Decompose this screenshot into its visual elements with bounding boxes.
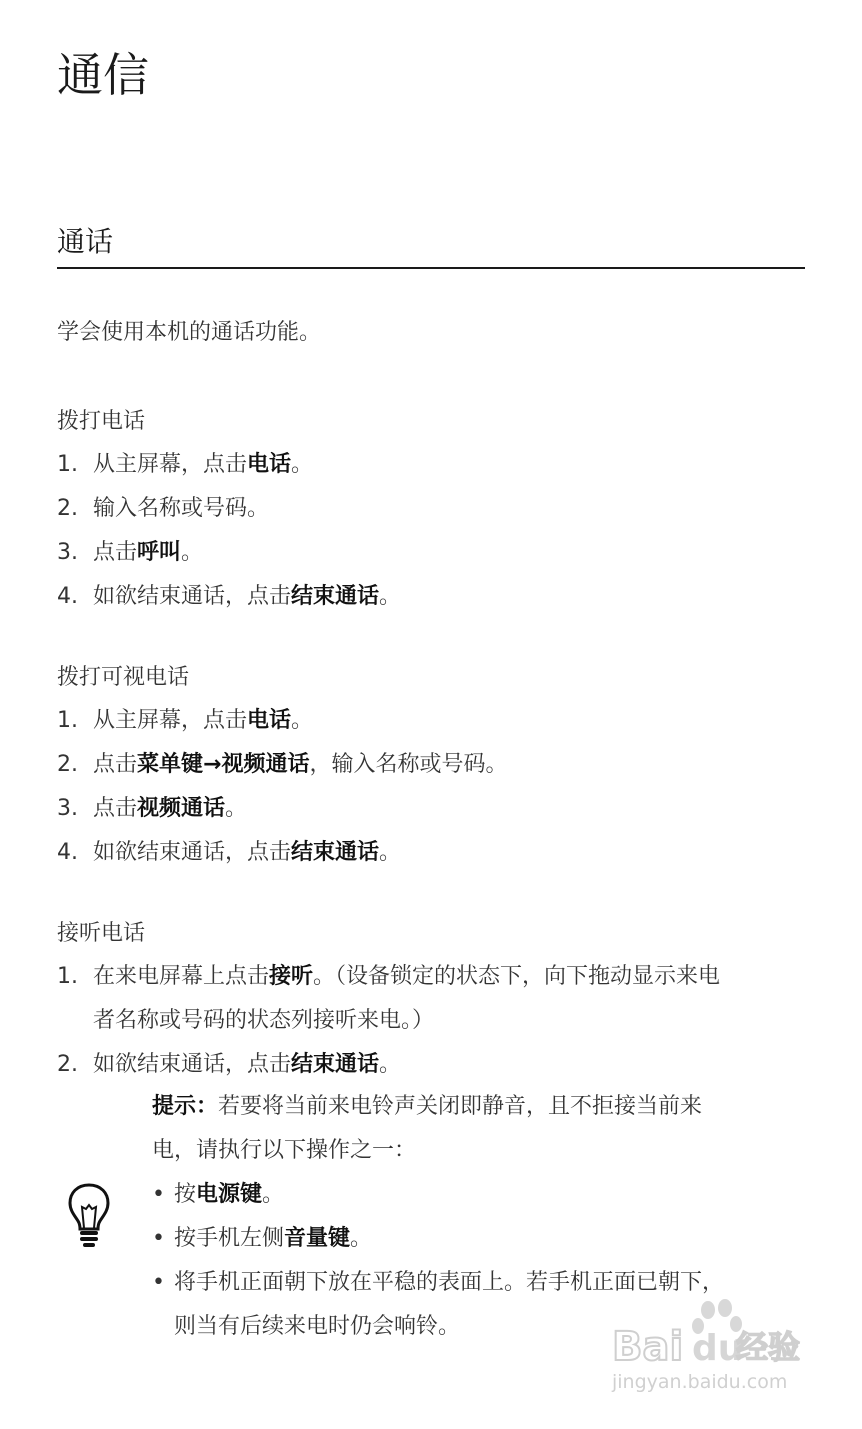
step-number: 1. <box>57 964 78 989</box>
watermark-brand: Bai <box>612 1324 684 1370</box>
step-make-call-4: 如欲结束通话，点击结束通话。 <box>93 584 402 609</box>
bullet-dot: • <box>152 1182 165 1207</box>
step-make-call-1: 从主屏幕，点击电话。 <box>93 452 314 477</box>
step-video-call-1: 从主屏幕，点击电话。 <box>93 708 314 733</box>
heading-answer-call: 接听电话 <box>57 921 146 946</box>
tip-bullet-2: 按手机左侧音量键。 <box>174 1226 373 1251</box>
heading-make-call: 拨打电话 <box>57 409 146 434</box>
step-answer-call-1-cont: 者名称或号码的状态列接听来电。） <box>93 1008 435 1033</box>
step-number: 1. <box>57 452 78 477</box>
step-answer-call-2: 如欲结束通话，点击结束通话。 <box>93 1052 402 1077</box>
tip-bullet-1: 按电源键。 <box>174 1182 285 1207</box>
step-number: 2. <box>57 496 78 521</box>
step-video-call-4: 如欲结束通话，点击结束通话。 <box>93 840 402 865</box>
lightbulb-icon <box>65 1181 113 1249</box>
step-number: 2. <box>57 752 78 777</box>
tip-bullet-3-cont: 则当有后续来电时仍会响铃。 <box>174 1314 461 1339</box>
step-number: 4. <box>57 584 78 609</box>
watermark-url: jingyan.baidu.com <box>612 1371 788 1393</box>
step-video-call-3: 点击视频通话。 <box>93 796 248 821</box>
tip-bullet-3: 将手机正面朝下放在平稳的表面上。若手机正面已朝下， <box>174 1270 725 1295</box>
tip-text: 提示：若要将当前来电铃声关闭即静音，且不拒接当前来 <box>152 1094 703 1119</box>
step-number: 2. <box>57 1052 78 1077</box>
watermark-jingyan: 经验 <box>736 1328 801 1366</box>
step-make-call-3: 点击呼叫。 <box>93 540 204 565</box>
step-number: 3. <box>57 796 78 821</box>
section-divider <box>57 267 805 269</box>
section-title: 通话 <box>57 225 114 258</box>
step-number: 1. <box>57 708 78 733</box>
step-number: 4. <box>57 840 78 865</box>
bullet-dot: • <box>152 1270 165 1295</box>
step-number: 3. <box>57 540 78 565</box>
intro-text: 学会使用本机的通话功能。 <box>57 320 322 345</box>
step-make-call-2: 输入名称或号码。 <box>93 496 270 521</box>
bullet-dot: • <box>152 1226 165 1251</box>
step-answer-call-1: 在来电屏幕上点击接听。（设备锁定的状态下，向下拖动显示来电 <box>93 964 721 989</box>
svg-text:du: du <box>692 1328 744 1369</box>
page-title: 通信 <box>57 48 149 102</box>
baidu-watermark <box>608 1298 818 1398</box>
heading-video-call: 拨打可视电话 <box>57 665 190 690</box>
tip-text-cont: 电，请执行以下操作之一： <box>152 1138 417 1163</box>
step-video-call-2: 点击菜单键→视频通话，输入名称或号码。 <box>93 752 508 777</box>
